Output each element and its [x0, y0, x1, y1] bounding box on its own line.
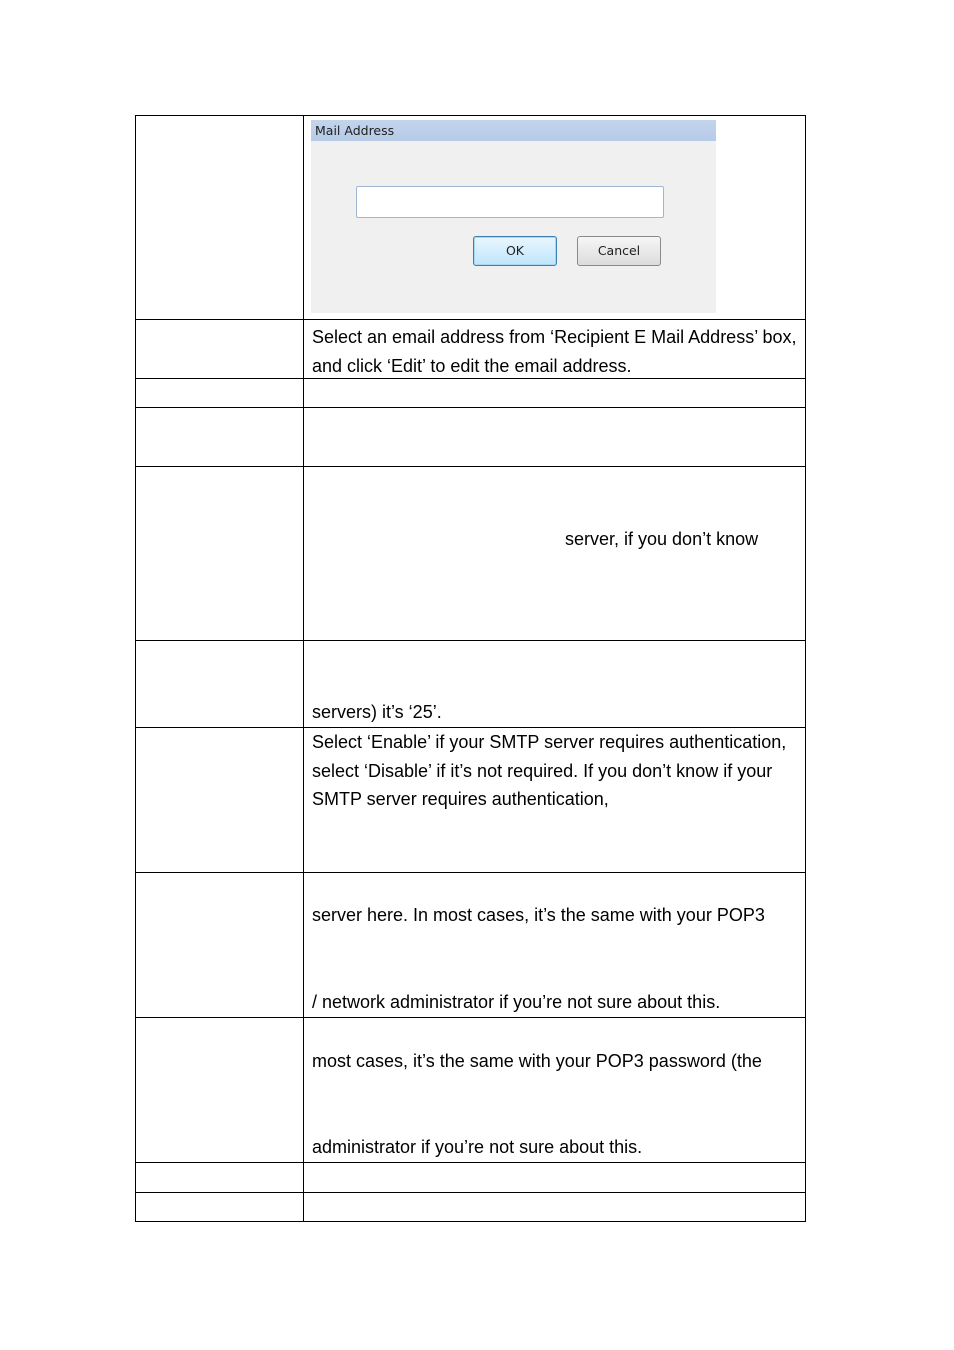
row-content-cell: [304, 873, 806, 1018]
row-content-cell: [304, 379, 806, 408]
smtp-port-text: servers) it’s ‘25’.: [312, 702, 442, 722]
table-row: [136, 320, 806, 379]
mail-address-dialog: [311, 120, 716, 313]
dialog-title: Mail Address: [311, 120, 716, 141]
row-label-cell: [136, 641, 304, 728]
table-row: [136, 116, 806, 320]
row-content-cell: [304, 467, 806, 641]
row-label-cell: [136, 1018, 304, 1163]
settings-table: [135, 115, 806, 1222]
edit-description: Select an email address from ‘Recipient E Mail Address’ box, and click ‘Edit’ to edit the email address.: [312, 327, 797, 376]
row-content-cell: [304, 1018, 806, 1163]
table-row: [136, 408, 806, 467]
mail-address-input[interactable]: [356, 186, 664, 218]
smtp-server-text: server, if you don’t know: [565, 529, 759, 549]
password-text-1: most cases, it’s the same with your POP3 password (the: [312, 1051, 762, 1071]
row-label-cell: [136, 1193, 304, 1222]
row-label-cell: [136, 1163, 304, 1193]
username-text-2: / network administrator if you’re not sure about this.: [312, 992, 721, 1012]
ok-button[interactable]: OK: [473, 236, 557, 266]
row-label-cell: [136, 379, 304, 408]
row-label-cell: [136, 408, 304, 467]
row-content-cell: [304, 320, 806, 379]
cancel-button[interactable]: Cancel: [577, 236, 661, 266]
table-row: [136, 379, 806, 408]
table-row: [136, 873, 806, 1018]
table-row: [136, 1018, 806, 1163]
row-content-cell: [304, 728, 806, 873]
row-label-cell: [136, 320, 304, 379]
password-text-2: administrator if you’re not sure about this.: [312, 1137, 643, 1157]
row-content-cell: [304, 408, 806, 467]
row-label-cell: [136, 116, 304, 320]
row-content-cell: [304, 641, 806, 728]
table-row: [136, 1193, 806, 1222]
table-row: [136, 467, 806, 641]
row-content-cell: [304, 1193, 806, 1222]
table-row: [136, 641, 806, 728]
username-text-1: server here. In most cases, it’s the same with your POP3: [312, 905, 765, 925]
table-row: [136, 1163, 806, 1193]
row-label-cell: [136, 467, 304, 641]
auth-description: Select ‘Enable’ if your SMTP server requires authentication, select ‘Disable’ if it’s not required. If you don’t know if your SMTP server requires authentication,: [312, 732, 787, 810]
table-row: [136, 728, 806, 873]
row-label-cell: [136, 728, 304, 873]
row-content-cell: [304, 1163, 806, 1193]
row-content-cell: [304, 116, 806, 320]
row-label-cell: [136, 873, 304, 1018]
